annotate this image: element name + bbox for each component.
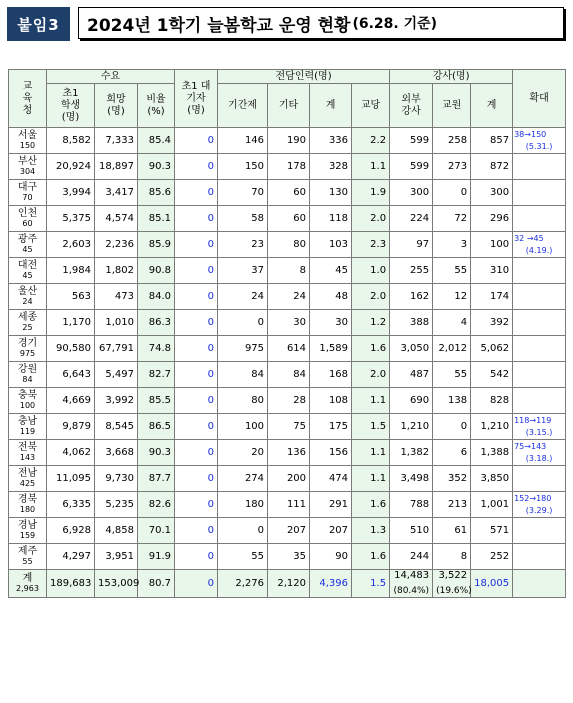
teacher-cell: 138 xyxy=(433,388,471,414)
waiting-cell: 0 xyxy=(175,440,218,466)
students-cell: 3,994 xyxy=(47,180,95,206)
region-cell: 경북 180 xyxy=(9,492,47,518)
ded-total-cell: 168 xyxy=(310,362,352,388)
ratio-cell: 90.3 xyxy=(138,440,175,466)
ratio-cell: 85.4 xyxy=(138,128,175,154)
per-school-cell: 2.0 xyxy=(352,362,390,388)
col-region: 교육청 xyxy=(9,70,47,128)
table-row xyxy=(9,310,566,336)
students-cell: 2,603 xyxy=(47,232,95,258)
per-school-cell: 1.1 xyxy=(352,154,390,180)
expansion-cell xyxy=(513,518,566,544)
per-school-cell: 1.6 xyxy=(352,336,390,362)
col-waiting: 초1 대기자 (명) xyxy=(175,70,218,128)
ded-total-cell: 474 xyxy=(310,466,352,492)
title-box xyxy=(78,7,564,39)
expansion-cell xyxy=(513,310,566,336)
ratio-cell: 84.0 xyxy=(138,284,175,310)
external-cell: 3,050 xyxy=(390,336,433,362)
region-cell: 인천 60 xyxy=(9,206,47,232)
col-expansion: 확대 xyxy=(513,70,566,128)
teacher-cell: 8 xyxy=(433,544,471,570)
teacher-cell: 4 xyxy=(433,310,471,336)
teacher-cell: 6 xyxy=(433,440,471,466)
fixed-cell: 274 xyxy=(218,466,268,492)
ratio-cell: 85.5 xyxy=(138,388,175,414)
waiting-cell: 0 xyxy=(175,154,218,180)
ins-total-cell: 252 xyxy=(471,544,513,570)
ins-total-cell: 857 xyxy=(471,128,513,154)
waiting-cell: 0 xyxy=(175,518,218,544)
hope-cell: 5,235 xyxy=(95,492,138,518)
hope-cell: 5,497 xyxy=(95,362,138,388)
total-ins-total: 18,005 xyxy=(471,570,513,598)
fixed-cell: 100 xyxy=(218,414,268,440)
hope-cell: 2,236 xyxy=(95,232,138,258)
fixed-cell: 150 xyxy=(218,154,268,180)
ins-total-cell: 5,062 xyxy=(471,336,513,362)
ded-total-cell: 1,589 xyxy=(310,336,352,362)
fixed-cell: 24 xyxy=(218,284,268,310)
ded-total-cell: 175 xyxy=(310,414,352,440)
students-cell: 5,375 xyxy=(47,206,95,232)
region-cell: 경기 975 xyxy=(9,336,47,362)
region-cell: 광주 45 xyxy=(9,232,47,258)
external-cell: 162 xyxy=(390,284,433,310)
col-instructors: 강사(명) xyxy=(390,70,513,84)
attachment-badge: 붙임3 xyxy=(7,7,70,41)
ins-total-cell: 1,001 xyxy=(471,492,513,518)
per-school-cell: 1.9 xyxy=(352,180,390,206)
region-cell: 강원 84 xyxy=(9,362,47,388)
ins-total-cell: 100 xyxy=(471,232,513,258)
students-cell: 4,062 xyxy=(47,440,95,466)
ins-total-cell: 872 xyxy=(471,154,513,180)
hope-cell: 3,992 xyxy=(95,388,138,414)
hope-cell: 3,668 xyxy=(95,440,138,466)
teacher-cell: 273 xyxy=(433,154,471,180)
col-dedicated: 전담인력(명) xyxy=(218,70,390,84)
expansion-cell xyxy=(513,154,566,180)
ded-total-cell: 30 xyxy=(310,310,352,336)
other-cell: 30 xyxy=(268,310,310,336)
external-cell: 3,498 xyxy=(390,466,433,492)
total-ratio: 80.7 xyxy=(138,570,175,598)
expansion-cell: 32 →45 (4.19.) xyxy=(513,232,566,258)
ratio-cell: 87.7 xyxy=(138,466,175,492)
external-cell: 1,382 xyxy=(390,440,433,466)
hope-cell: 9,730 xyxy=(95,466,138,492)
total-fixed: 2,276 xyxy=(218,570,268,598)
total-ded-total: 4,396 xyxy=(310,570,352,598)
per-school-cell: 2.2 xyxy=(352,128,390,154)
table-row xyxy=(9,154,566,180)
external-cell: 244 xyxy=(390,544,433,570)
ded-total-cell: 118 xyxy=(310,206,352,232)
ded-total-cell: 103 xyxy=(310,232,352,258)
ded-total-cell: 90 xyxy=(310,544,352,570)
waiting-cell: 0 xyxy=(175,492,218,518)
external-cell: 388 xyxy=(390,310,433,336)
col-ded-fixed: 기간제 xyxy=(218,84,268,128)
students-cell: 8,582 xyxy=(47,128,95,154)
expansion-cell xyxy=(513,466,566,492)
hope-cell: 8,545 xyxy=(95,414,138,440)
region-cell: 서울 150 xyxy=(9,128,47,154)
col-ded-total: 계 xyxy=(310,84,352,128)
ded-total-cell: 45 xyxy=(310,258,352,284)
waiting-cell: 0 xyxy=(175,414,218,440)
table-row xyxy=(9,440,566,466)
ins-total-cell: 571 xyxy=(471,518,513,544)
fixed-cell: 0 xyxy=(218,310,268,336)
expansion-cell xyxy=(513,284,566,310)
waiting-cell: 0 xyxy=(175,544,218,570)
fixed-cell: 180 xyxy=(218,492,268,518)
per-school-cell: 1.2 xyxy=(352,310,390,336)
ins-total-cell: 1,210 xyxy=(471,414,513,440)
external-cell: 599 xyxy=(390,154,433,180)
fixed-cell: 84 xyxy=(218,362,268,388)
ded-total-cell: 207 xyxy=(310,518,352,544)
ins-total-cell: 300 xyxy=(471,180,513,206)
ratio-cell: 86.5 xyxy=(138,414,175,440)
region-cell: 대구 70 xyxy=(9,180,47,206)
hope-cell: 4,858 xyxy=(95,518,138,544)
expansion-cell xyxy=(513,388,566,414)
fixed-cell: 0 xyxy=(218,518,268,544)
teacher-cell: 213 xyxy=(433,492,471,518)
fixed-cell: 80 xyxy=(218,388,268,414)
hope-cell: 1,802 xyxy=(95,258,138,284)
total-hope: 153,009 xyxy=(95,570,138,598)
waiting-cell: 0 xyxy=(175,180,218,206)
other-cell: 75 xyxy=(268,414,310,440)
hope-cell: 18,897 xyxy=(95,154,138,180)
other-cell: 80 xyxy=(268,232,310,258)
total-waiting: 0 xyxy=(175,570,218,598)
ins-total-cell: 174 xyxy=(471,284,513,310)
fixed-cell: 58 xyxy=(218,206,268,232)
region-cell: 충남 119 xyxy=(9,414,47,440)
other-cell: 28 xyxy=(268,388,310,414)
hope-cell: 7,333 xyxy=(95,128,138,154)
total-per-school: 1.5 xyxy=(352,570,390,598)
per-school-cell: 1.6 xyxy=(352,544,390,570)
ratio-cell: 85.9 xyxy=(138,232,175,258)
students-cell: 20,924 xyxy=(47,154,95,180)
region-cell: 부산 304 xyxy=(9,154,47,180)
ded-total-cell: 130 xyxy=(310,180,352,206)
other-cell: 84 xyxy=(268,362,310,388)
students-cell: 1,170 xyxy=(47,310,95,336)
other-cell: 190 xyxy=(268,128,310,154)
hope-cell: 3,417 xyxy=(95,180,138,206)
teacher-cell: 0 xyxy=(433,414,471,440)
external-cell: 300 xyxy=(390,180,433,206)
expansion-cell: 75→143 (3.18.) xyxy=(513,440,566,466)
per-school-cell: 1.0 xyxy=(352,258,390,284)
expansion-cell xyxy=(513,206,566,232)
teacher-cell: 55 xyxy=(433,362,471,388)
table-row xyxy=(9,128,566,154)
ratio-cell: 91.9 xyxy=(138,544,175,570)
students-cell: 90,580 xyxy=(47,336,95,362)
table-row xyxy=(9,362,566,388)
other-cell: 60 xyxy=(268,180,310,206)
table-row xyxy=(9,414,566,440)
students-cell: 6,335 xyxy=(47,492,95,518)
ins-total-cell: 1,388 xyxy=(471,440,513,466)
ded-total-cell: 291 xyxy=(310,492,352,518)
teacher-cell: 55 xyxy=(433,258,471,284)
waiting-cell: 0 xyxy=(175,206,218,232)
other-cell: 60 xyxy=(268,206,310,232)
table-row xyxy=(9,284,566,310)
students-cell: 6,928 xyxy=(47,518,95,544)
fixed-cell: 20 xyxy=(218,440,268,466)
ratio-cell: 86.3 xyxy=(138,310,175,336)
col-ded-per-school: 교당 xyxy=(352,84,390,128)
per-school-cell: 2.3 xyxy=(352,232,390,258)
table-row xyxy=(9,518,566,544)
ins-total-cell: 310 xyxy=(471,258,513,284)
region-cell: 대전 45 xyxy=(9,258,47,284)
hope-cell: 3,951 xyxy=(95,544,138,570)
other-cell: 614 xyxy=(268,336,310,362)
waiting-cell: 0 xyxy=(175,310,218,336)
ratio-cell: 90.3 xyxy=(138,154,175,180)
col-demand-ratio: 비율 (%) xyxy=(138,84,175,128)
expansion-cell xyxy=(513,180,566,206)
ded-total-cell: 156 xyxy=(310,440,352,466)
ded-total-cell: 48 xyxy=(310,284,352,310)
teacher-cell: 3 xyxy=(433,232,471,258)
table-row xyxy=(9,544,566,570)
col-ins-teacher: 교원 xyxy=(433,84,471,128)
external-cell: 487 xyxy=(390,362,433,388)
ins-total-cell: 3,850 xyxy=(471,466,513,492)
teacher-cell: 258 xyxy=(433,128,471,154)
expansion-cell: 118→119 (3.15.) xyxy=(513,414,566,440)
region-cell: 전남 425 xyxy=(9,466,47,492)
students-cell: 1,984 xyxy=(47,258,95,284)
title-date: (6.28. 기준) xyxy=(352,16,438,32)
fixed-cell: 23 xyxy=(218,232,268,258)
fixed-cell: 975 xyxy=(218,336,268,362)
students-cell: 9,879 xyxy=(47,414,95,440)
other-cell: 207 xyxy=(268,518,310,544)
col-ded-other: 기타 xyxy=(268,84,310,128)
ratio-cell: 70.1 xyxy=(138,518,175,544)
col-demand-students: 초1 학생 (명) xyxy=(47,84,95,128)
table-row xyxy=(9,206,566,232)
col-demand: 수요 xyxy=(47,70,175,84)
col-demand-hope: 희망 (명) xyxy=(95,84,138,128)
other-cell: 35 xyxy=(268,544,310,570)
teacher-cell: 352 xyxy=(433,466,471,492)
ratio-cell: 82.7 xyxy=(138,362,175,388)
other-cell: 200 xyxy=(268,466,310,492)
region-cell: 전북 143 xyxy=(9,440,47,466)
total-expansion xyxy=(513,570,566,598)
table-row xyxy=(9,232,566,258)
expansion-cell xyxy=(513,336,566,362)
other-cell: 8 xyxy=(268,258,310,284)
ded-total-cell: 108 xyxy=(310,388,352,414)
fixed-cell: 37 xyxy=(218,258,268,284)
per-school-cell: 1.5 xyxy=(352,414,390,440)
col-ins-total: 계 xyxy=(471,84,513,128)
ins-total-cell: 828 xyxy=(471,388,513,414)
waiting-cell: 0 xyxy=(175,258,218,284)
other-cell: 178 xyxy=(268,154,310,180)
fixed-cell: 55 xyxy=(218,544,268,570)
per-school-cell: 1.6 xyxy=(352,492,390,518)
students-cell: 563 xyxy=(47,284,95,310)
table-row xyxy=(9,258,566,284)
other-cell: 24 xyxy=(268,284,310,310)
waiting-cell: 0 xyxy=(175,128,218,154)
ins-total-cell: 392 xyxy=(471,310,513,336)
per-school-cell: 1.1 xyxy=(352,466,390,492)
total-region: 계 2,963 xyxy=(9,570,47,598)
hope-cell: 1,010 xyxy=(95,310,138,336)
expansion-cell xyxy=(513,362,566,388)
ratio-cell: 85.1 xyxy=(138,206,175,232)
total-external: 14,483 (80.4%) xyxy=(390,570,433,598)
table-row xyxy=(9,388,566,414)
expansion-cell: 38→150 (5.31.) xyxy=(513,128,566,154)
per-school-cell: 1.3 xyxy=(352,518,390,544)
per-school-cell: 1.1 xyxy=(352,388,390,414)
table-row xyxy=(9,466,566,492)
waiting-cell: 0 xyxy=(175,466,218,492)
expansion-cell: 152→180 (3.29.) xyxy=(513,492,566,518)
teacher-cell: 72 xyxy=(433,206,471,232)
ins-total-cell: 542 xyxy=(471,362,513,388)
region-cell: 충북 100 xyxy=(9,388,47,414)
ded-total-cell: 336 xyxy=(310,128,352,154)
other-cell: 136 xyxy=(268,440,310,466)
external-cell: 690 xyxy=(390,388,433,414)
external-cell: 255 xyxy=(390,258,433,284)
per-school-cell: 2.0 xyxy=(352,206,390,232)
external-cell: 224 xyxy=(390,206,433,232)
total-other: 2,120 xyxy=(268,570,310,598)
ratio-cell: 82.6 xyxy=(138,492,175,518)
document-title: 2024년 1학기 늘봄학교 운영 현황 xyxy=(87,15,351,36)
ins-total-cell: 296 xyxy=(471,206,513,232)
per-school-cell: 1.1 xyxy=(352,440,390,466)
expansion-cell xyxy=(513,258,566,284)
table-body xyxy=(9,128,566,570)
waiting-cell: 0 xyxy=(175,362,218,388)
other-cell: 111 xyxy=(268,492,310,518)
region-cell: 세종 25 xyxy=(9,310,47,336)
ded-total-cell: 328 xyxy=(310,154,352,180)
waiting-cell: 0 xyxy=(175,336,218,362)
waiting-cell: 0 xyxy=(175,232,218,258)
region-cell: 제주 55 xyxy=(9,544,47,570)
ratio-cell: 90.8 xyxy=(138,258,175,284)
waiting-cell: 0 xyxy=(175,284,218,310)
teacher-cell: 12 xyxy=(433,284,471,310)
external-cell: 599 xyxy=(390,128,433,154)
students-cell: 11,095 xyxy=(47,466,95,492)
external-cell: 510 xyxy=(390,518,433,544)
teacher-cell: 0 xyxy=(433,180,471,206)
hope-cell: 67,791 xyxy=(95,336,138,362)
col-ins-external: 외부 강사 xyxy=(390,84,433,128)
table-row xyxy=(9,336,566,362)
students-cell: 6,643 xyxy=(47,362,95,388)
external-cell: 1,210 xyxy=(390,414,433,440)
ratio-cell: 74.8 xyxy=(138,336,175,362)
ratio-cell: 85.6 xyxy=(138,180,175,206)
total-teacher: 3,522 (19.6%) xyxy=(433,570,471,598)
status-table xyxy=(8,69,566,598)
region-cell: 경남 159 xyxy=(9,518,47,544)
teacher-cell: 61 xyxy=(433,518,471,544)
table-row xyxy=(9,180,566,206)
teacher-cell: 2,012 xyxy=(433,336,471,362)
external-cell: 97 xyxy=(390,232,433,258)
hope-cell: 473 xyxy=(95,284,138,310)
total-students: 189,683 xyxy=(47,570,95,598)
region-cell: 울산 24 xyxy=(9,284,47,310)
document-header xyxy=(7,7,566,41)
hope-cell: 4,574 xyxy=(95,206,138,232)
per-school-cell: 2.0 xyxy=(352,284,390,310)
expansion-cell xyxy=(513,544,566,570)
total-row xyxy=(9,570,566,598)
waiting-cell: 0 xyxy=(175,388,218,414)
table-row xyxy=(9,492,566,518)
students-cell: 4,669 xyxy=(47,388,95,414)
fixed-cell: 70 xyxy=(218,180,268,206)
students-cell: 4,297 xyxy=(47,544,95,570)
external-cell: 788 xyxy=(390,492,433,518)
fixed-cell: 146 xyxy=(218,128,268,154)
